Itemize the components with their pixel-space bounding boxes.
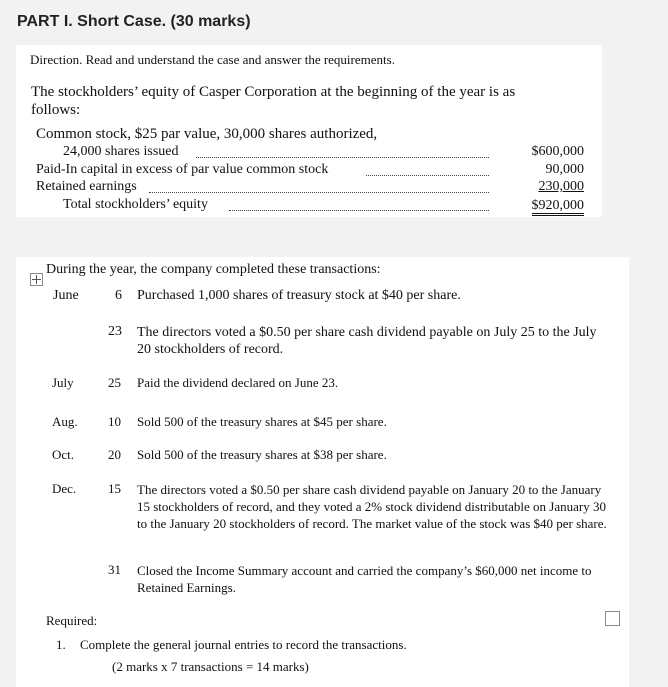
leader-dots	[149, 192, 489, 193]
paid-in-label: Paid-In capital in excess of par value common stock	[36, 162, 329, 177]
transaction-day: 10	[108, 414, 121, 429]
transaction-text: Sold 500 of the treasury shares at $38 per share.	[137, 447, 387, 462]
transaction-text: Closed the Income Summary account and carried the company’s $60,000 net income to Retained Earnings.	[137, 563, 592, 595]
transaction-day: 20	[108, 447, 121, 462]
equity-section	[16, 45, 602, 217]
common-stock-value: $600,000	[531, 144, 584, 159]
transaction-text: Purchased 1,000 shares of treasury stock at $40 per share.	[137, 288, 461, 303]
transaction-day: 31	[108, 562, 121, 577]
requirement-number: 1.	[56, 637, 66, 652]
required-label: Required:	[46, 613, 98, 628]
shares-issued-label: 24,000 shares issued	[63, 144, 179, 159]
transaction-day: 6	[115, 288, 122, 303]
move-handle-icon[interactable]	[30, 273, 43, 286]
leader-dots	[229, 210, 489, 211]
paid-in-value: 90,000	[545, 162, 584, 177]
intro-text-line1: The stockholders’ equity of Casper Corporation at the beginning of the year is as	[31, 84, 516, 100]
requirement-text: Complete the general journal entries to record the transactions.	[80, 637, 407, 652]
leader-dots	[196, 157, 489, 158]
transactions-section	[16, 257, 629, 687]
retained-earnings-label: Retained earnings	[36, 179, 137, 194]
retained-earnings-value: 230,000	[538, 179, 584, 194]
transaction-month: Aug.	[52, 414, 78, 429]
marks-note: (2 marks x 7 transactions = 14 marks)	[112, 659, 309, 674]
total-equity-value: $920,000	[532, 198, 585, 216]
transaction-text: The directors voted a $0.50 per share cash dividend payable on July 25 to the July 20 stockholders of record.	[137, 325, 597, 357]
transaction-month: June	[53, 288, 79, 303]
checkbox-icon[interactable]	[605, 611, 620, 626]
transaction-text: Paid the dividend declared on June 23.	[137, 375, 339, 390]
transaction-text: Sold 500 of the treasury shares at $45 per share.	[137, 414, 387, 429]
transactions-intro: During the year, the company completed these transactions:	[46, 262, 381, 277]
transaction-day: 23	[108, 324, 122, 339]
transaction-day: 15	[108, 481, 121, 496]
direction-text: Direction. Read and understand the case and answer the requirements.	[30, 52, 395, 67]
intro-text-line2: follows:	[31, 102, 81, 118]
leader-dots	[366, 175, 489, 176]
transaction-text: The directors voted a $0.50 per share cash dividend payable on January 20 to the January 15 stockholders of record, and they voted a 2% stock dividend distributable on January 30 to the January 20 stockholders of record. The market value of the stock was $40 per share.	[137, 482, 607, 531]
transaction-day: 25	[108, 375, 121, 390]
common-stock-label: Common stock, $25 par value, 30,000 shares authorized,	[36, 126, 378, 142]
transaction-month: Oct.	[52, 447, 75, 462]
transaction-month: Dec.	[52, 481, 77, 496]
page-title: PART I. Short Case. (30 marks)	[17, 13, 251, 30]
total-equity-label: Total stockholders’ equity	[63, 197, 208, 212]
transaction-month: July	[52, 375, 74, 390]
